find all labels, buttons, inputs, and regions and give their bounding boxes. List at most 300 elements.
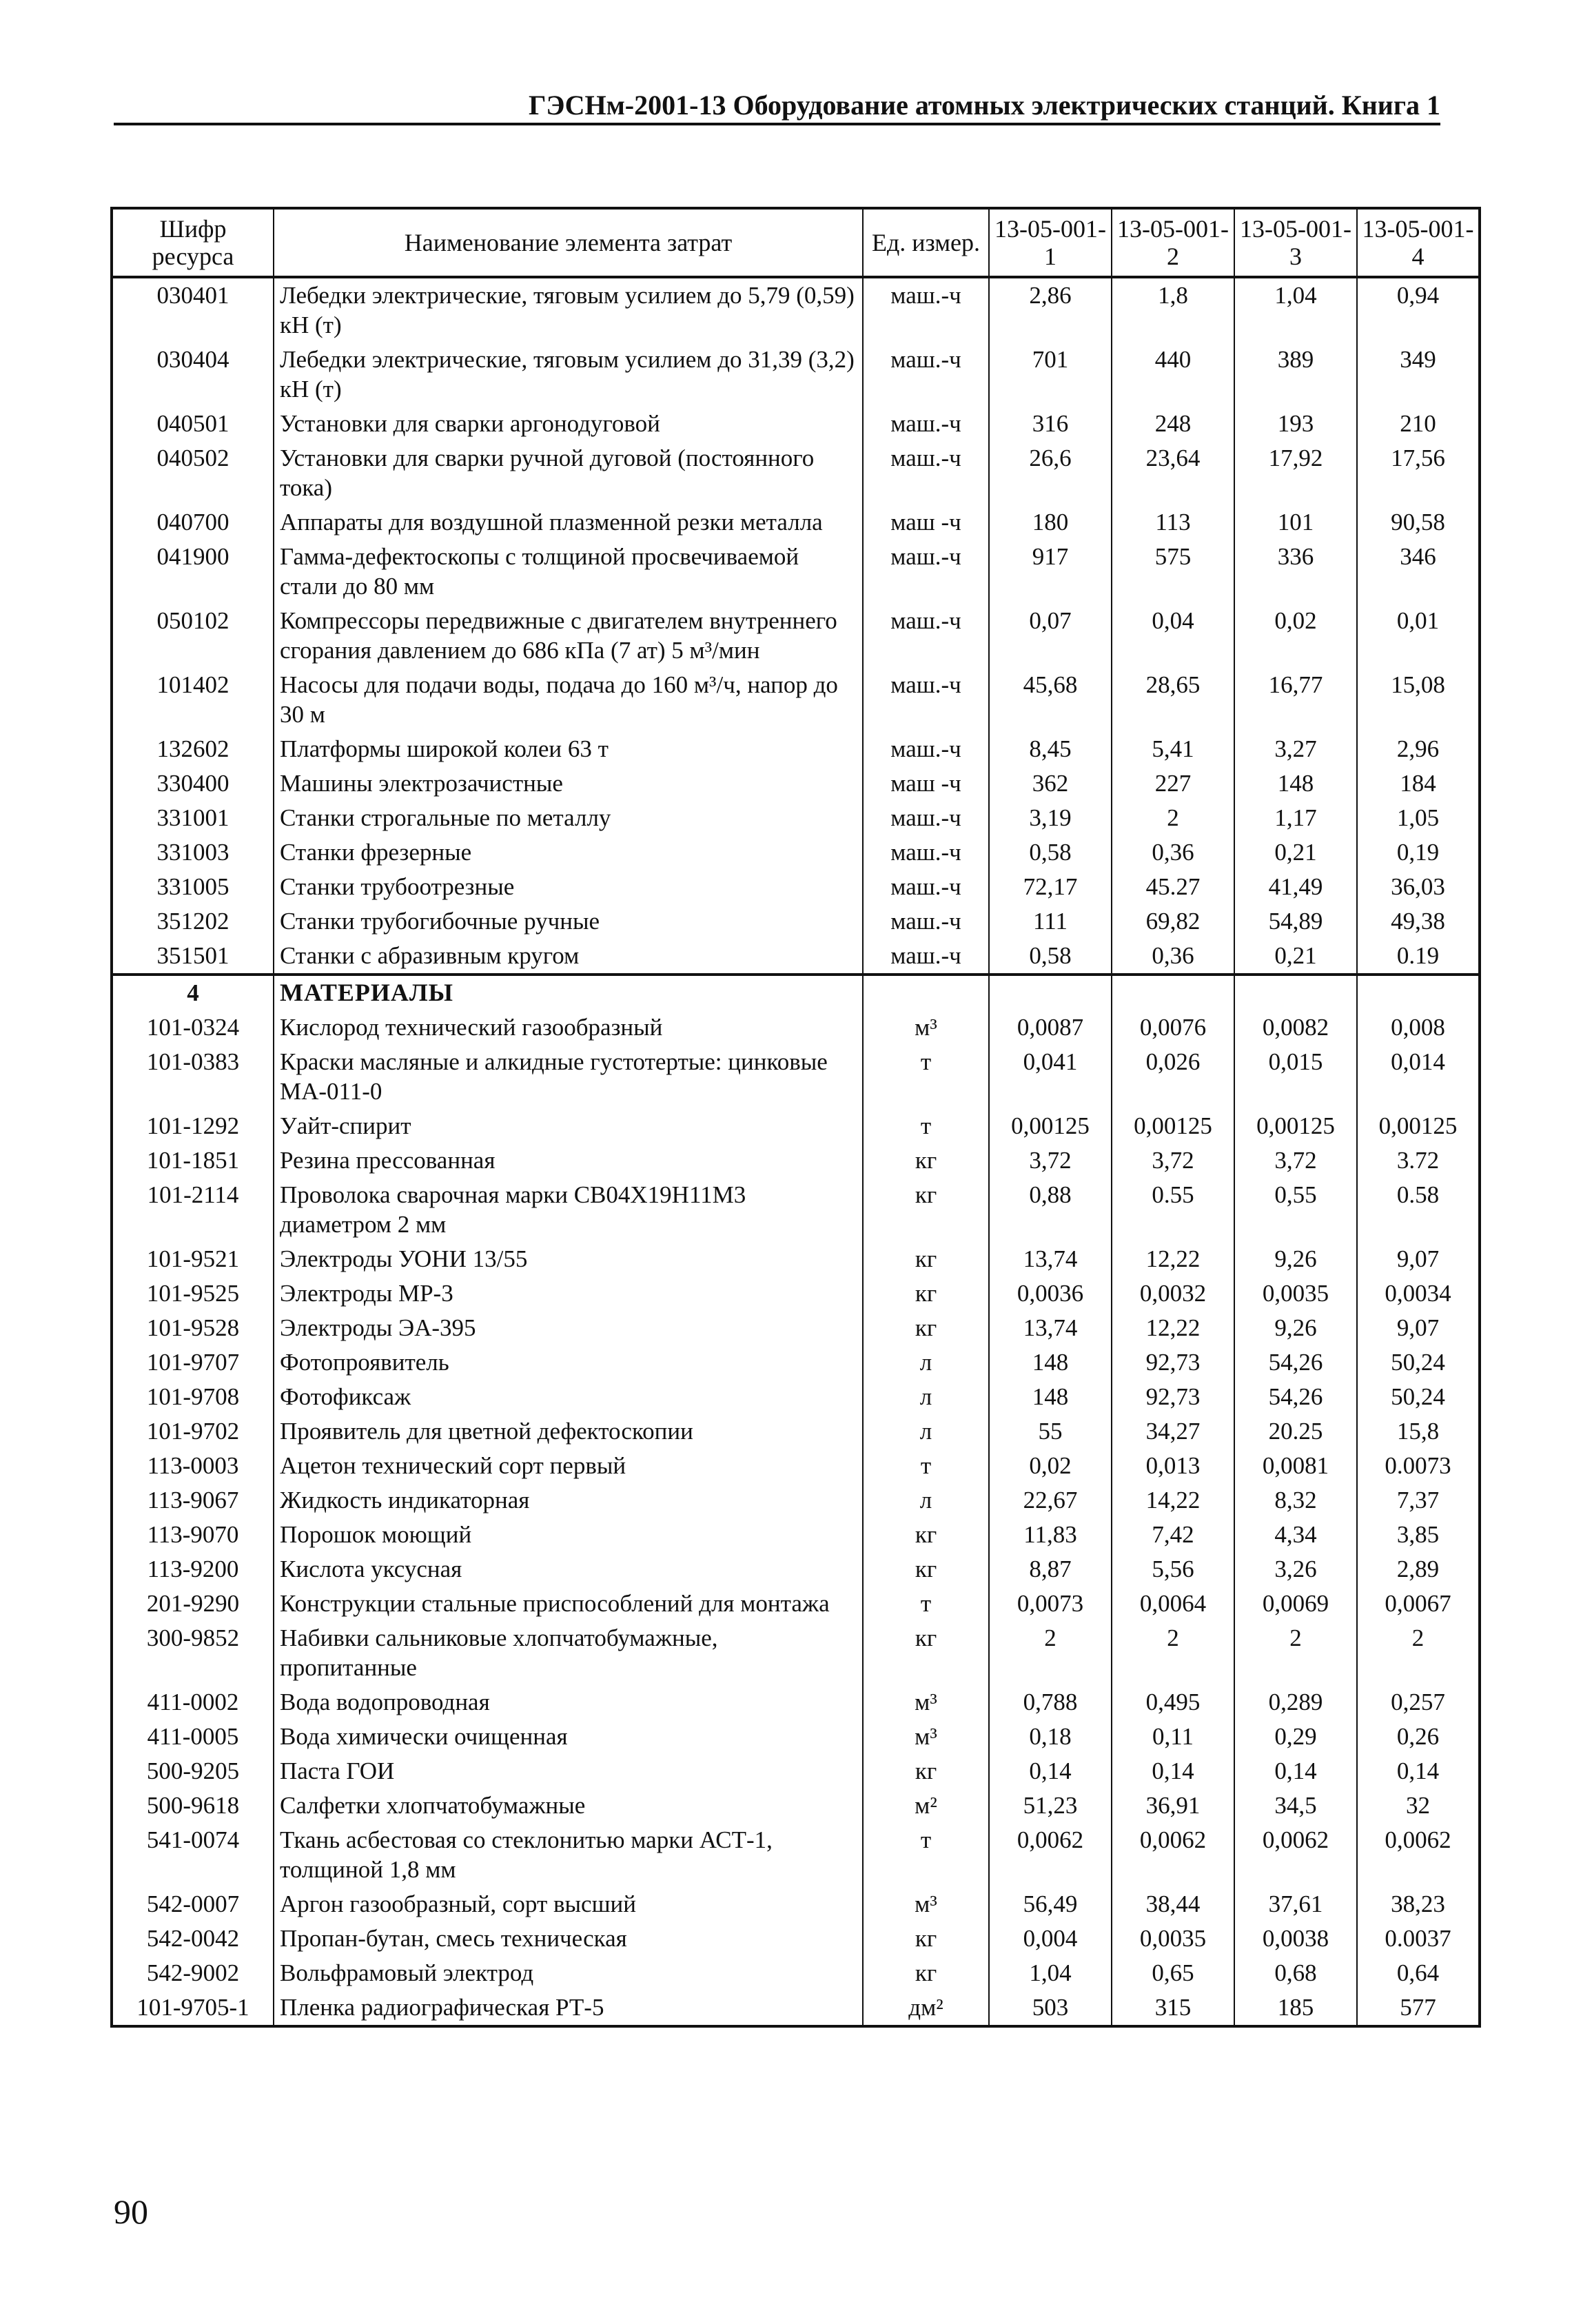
unit-cell: м² [863,1788,989,1823]
unit-cell: кг [863,1552,989,1587]
cost-element-name-cell: Лебедки электрические, тяговым усилием до 5,79 (0,59) кН (т) [274,277,863,343]
value-cell-13-05-001-2: 248 [1112,407,1234,441]
unit-cell: кг [863,1242,989,1276]
value-cell-13-05-001-1: 0,004 [989,1922,1112,1956]
value-cell-13-05-001-1: 56,49 [989,1887,1112,1922]
value-cell-13-05-001-4: 17,56 [1357,441,1480,505]
value-cell-13-05-001-2: 3,72 [1112,1143,1234,1178]
cost-element-name-cell: Порошок моющий [274,1518,863,1552]
value-cell-13-05-001-3: 0,21 [1234,939,1357,975]
unit-cell: маш.-ч [863,604,989,668]
resource-code-cell: 101-2114 [112,1178,274,1242]
unit-cell: маш.-ч [863,407,989,441]
value-cell-13-05-001-1: 0,0062 [989,1823,1112,1887]
table-row [112,1990,1480,2026]
cost-element-name-cell: Проявитель для цветной дефектоскопии [274,1414,863,1449]
value-cell-13-05-001-3: 0,0035 [1234,1276,1357,1311]
value-cell-13-05-001-4: 0,01 [1357,604,1480,668]
value-cell-13-05-001-2: 0,0076 [1112,1010,1234,1045]
table-row [112,835,1480,870]
value-cell-13-05-001-1: 148 [989,1380,1112,1414]
table-row [112,604,1480,668]
value-cell-13-05-001-2: 2 [1112,801,1234,835]
table-row [112,1587,1480,1621]
value-cell-13-05-001-3: 0,0062 [1234,1823,1357,1887]
table-row [112,1276,1480,1311]
resource-code-cell: 541-0074 [112,1823,274,1887]
cost-element-name-cell: Станки строгальные по металлу [274,801,863,835]
unit-cell: маш -ч [863,766,989,801]
value-cell-13-05-001-1: 0,788 [989,1685,1112,1720]
value-cell-13-05-001-1: 148 [989,1345,1112,1380]
cost-element-name-cell: Станки с абразивным кругом [274,939,863,975]
cost-element-name-cell: Компрессоры передвижные с двигателем внутреннего сгорания давлением до 686 кПа (7 ат) 5 м³/мин [274,604,863,668]
resource-code-cell: 411-0005 [112,1720,274,1754]
cost-element-name-cell: Краски масляные и алкидные густотертые: цинковые МА-011-0 [274,1045,863,1109]
value-cell-13-05-001-4: 9,07 [1357,1242,1480,1276]
resource-code-cell: 331005 [112,870,274,904]
value-cell-13-05-001-2: 14,22 [1112,1483,1234,1518]
value-cell-13-05-001-3: 3,27 [1234,732,1357,766]
empty-cell [1112,975,1234,1010]
unit-cell: маш.-ч [863,801,989,835]
column-header-name: Наименование элемента затрат [274,208,863,277]
empty-cell [1357,975,1480,1010]
cost-element-name-cell: Электроды МР-3 [274,1276,863,1311]
value-cell-13-05-001-2: 23,64 [1112,441,1234,505]
value-cell-13-05-001-1: 72,17 [989,870,1112,904]
column-header-13-05-001-2: 13-05-001-2 [1112,208,1234,277]
section-title: МАТЕРИАЛЫ [274,975,863,1010]
resource-code-cell: 351501 [112,939,274,975]
value-cell-13-05-001-1: 11,83 [989,1518,1112,1552]
value-cell-13-05-001-3: 1,17 [1234,801,1357,835]
value-cell-13-05-001-1: 22,67 [989,1483,1112,1518]
table-body [112,277,1480,2026]
table-row [112,1788,1480,1823]
value-cell-13-05-001-3: 0,289 [1234,1685,1357,1720]
value-cell-13-05-001-4: 49,38 [1357,904,1480,939]
unit-cell: кг [863,1178,989,1242]
value-cell-13-05-001-2: 0,026 [1112,1045,1234,1109]
table-row [112,1380,1480,1414]
resource-code-cell: 101-0383 [112,1045,274,1109]
unit-cell: м³ [863,1887,989,1922]
value-cell-13-05-001-2: 440 [1112,343,1234,407]
section-row-materials [112,975,1480,1010]
table-row [112,540,1480,604]
value-cell-13-05-001-4: 2 [1357,1621,1480,1685]
column-header-13-05-001-3: 13-05-001-3 [1234,208,1357,277]
unit-cell: маш.-ч [863,904,989,939]
value-cell-13-05-001-3: 0,21 [1234,835,1357,870]
unit-cell: л [863,1483,989,1518]
value-cell-13-05-001-4: 0,14 [1357,1754,1480,1788]
table-row [112,1143,1480,1178]
cost-element-name-cell: Пленка радиографическая РТ-5 [274,1990,863,2026]
value-cell-13-05-001-1: 51,23 [989,1788,1112,1823]
value-cell-13-05-001-3: 0,015 [1234,1045,1357,1109]
cost-element-name-cell: Вода водопроводная [274,1685,863,1720]
unit-cell: маш -ч [863,505,989,540]
resource-code-cell: 542-0042 [112,1922,274,1956]
value-cell-13-05-001-4: 577 [1357,1990,1480,2026]
value-cell-13-05-001-2: 0,495 [1112,1685,1234,1720]
resource-code-cell: 411-0002 [112,1685,274,1720]
resource-code-cell: 351202 [112,904,274,939]
resource-code-cell: 101402 [112,668,274,732]
cost-element-name-cell: Проволока сварочная марки СВ04Х19Н11М3 диаметром 2 мм [274,1178,863,1242]
value-cell-13-05-001-4: 0.58 [1357,1178,1480,1242]
value-cell-13-05-001-4: 349 [1357,343,1480,407]
value-cell-13-05-001-1: 0,07 [989,604,1112,668]
value-cell-13-05-001-2: 0.55 [1112,1178,1234,1242]
value-cell-13-05-001-4: 15,08 [1357,668,1480,732]
unit-cell: кг [863,1143,989,1178]
value-cell-13-05-001-4: 32 [1357,1788,1480,1823]
resource-code-cell: 101-9708 [112,1380,274,1414]
value-cell-13-05-001-4: 36,03 [1357,870,1480,904]
value-cell-13-05-001-3: 0,0081 [1234,1449,1357,1483]
value-cell-13-05-001-4: 38,23 [1357,1887,1480,1922]
resource-code-cell: 113-9067 [112,1483,274,1518]
unit-cell: м³ [863,1010,989,1045]
value-cell-13-05-001-3: 0,02 [1234,604,1357,668]
resource-code-cell: 041900 [112,540,274,604]
unit-cell: маш.-ч [863,732,989,766]
table-row [112,277,1480,343]
resource-code-cell: 030404 [112,343,274,407]
table-row [112,1956,1480,1990]
resource-code-cell: 040501 [112,407,274,441]
table-row [112,732,1480,766]
value-cell-13-05-001-4: 7,37 [1357,1483,1480,1518]
cost-element-name-cell: Кислород технический газообразный [274,1010,863,1045]
unit-cell: м³ [863,1685,989,1720]
cost-element-name-cell: Вольфрамовый электрод [274,1956,863,1990]
resource-code-cell: 101-0324 [112,1010,274,1045]
value-cell-13-05-001-4: 1,05 [1357,801,1480,835]
value-cell-13-05-001-1: 55 [989,1414,1112,1449]
value-cell-13-05-001-3: 185 [1234,1990,1357,2026]
cost-element-name-cell: Аппараты для воздушной плазменной резки металла [274,505,863,540]
cost-element-name-cell: Электроды ЭА-395 [274,1311,863,1345]
unit-cell: кг [863,1518,989,1552]
cost-element-name-cell: Вода химически очищенная [274,1720,863,1754]
value-cell-13-05-001-2: 227 [1112,766,1234,801]
value-cell-13-05-001-3: 34,5 [1234,1788,1357,1823]
value-cell-13-05-001-2: 5,41 [1112,732,1234,766]
resource-code-cell: 500-9205 [112,1754,274,1788]
value-cell-13-05-001-1: 0,041 [989,1045,1112,1109]
value-cell-13-05-001-4: 0,257 [1357,1685,1480,1720]
resource-code-cell: 101-9525 [112,1276,274,1311]
resource-code-cell: 101-9705-1 [112,1990,274,2026]
resource-code-cell: 331001 [112,801,274,835]
table-row [112,1518,1480,1552]
value-cell-13-05-001-3: 3,72 [1234,1143,1357,1178]
value-cell-13-05-001-1: 13,74 [989,1242,1112,1276]
unit-cell: маш.-ч [863,277,989,343]
value-cell-13-05-001-1: 0,00125 [989,1109,1112,1143]
value-cell-13-05-001-2: 45.27 [1112,870,1234,904]
table-row [112,939,1480,975]
value-cell-13-05-001-4: 184 [1357,766,1480,801]
cost-element-name-cell: Уайт-спирит [274,1109,863,1143]
value-cell-13-05-001-2: 0,04 [1112,604,1234,668]
value-cell-13-05-001-3: 0,0069 [1234,1587,1357,1621]
value-cell-13-05-001-3: 0,14 [1234,1754,1357,1788]
page-header [114,90,1440,125]
value-cell-13-05-001-4: 0.0073 [1357,1449,1480,1483]
value-cell-13-05-001-2: 69,82 [1112,904,1234,939]
unit-cell: маш.-ч [863,870,989,904]
resource-code-cell: 030401 [112,277,274,343]
section-number: 4 [112,975,274,1010]
value-cell-13-05-001-3: 101 [1234,505,1357,540]
value-cell-13-05-001-2: 0,0035 [1112,1922,1234,1956]
table-row [112,1242,1480,1276]
value-cell-13-05-001-2: 0,14 [1112,1754,1234,1788]
value-cell-13-05-001-2: 2 [1112,1621,1234,1685]
value-cell-13-05-001-4: 0,0067 [1357,1587,1480,1621]
unit-cell: л [863,1414,989,1449]
value-cell-13-05-001-1: 1,04 [989,1956,1112,1990]
value-cell-13-05-001-2: 113 [1112,505,1234,540]
value-cell-13-05-001-4: 2,89 [1357,1552,1480,1587]
table-row [112,870,1480,904]
value-cell-13-05-001-4: 3,85 [1357,1518,1480,1552]
value-cell-13-05-001-2: 34,27 [1112,1414,1234,1449]
table-row [112,1414,1480,1449]
value-cell-13-05-001-3: 41,49 [1234,870,1357,904]
unit-cell: кг [863,1276,989,1311]
cost-element-name-cell: Резина прессованная [274,1143,863,1178]
resource-code-cell: 101-9528 [112,1311,274,1345]
value-cell-13-05-001-2: 315 [1112,1990,1234,2026]
value-cell-13-05-001-3: 3,26 [1234,1552,1357,1587]
value-cell-13-05-001-3: 0,29 [1234,1720,1357,1754]
table-row [112,904,1480,939]
cost-element-name-cell: Установки для сварки аргонодуговой [274,407,863,441]
cost-element-name-cell: Станки трубоотрезные [274,870,863,904]
unit-cell: т [863,1587,989,1621]
unit-cell: дм² [863,1990,989,2026]
cost-element-name-cell: Пропан-бутан, смесь техническая [274,1922,863,1956]
value-cell-13-05-001-3: 1,04 [1234,277,1357,343]
unit-cell: т [863,1449,989,1483]
value-cell-13-05-001-4: 0,64 [1357,1956,1480,1990]
value-cell-13-05-001-3: 0,0038 [1234,1922,1357,1956]
value-cell-13-05-001-1: 0,0073 [989,1587,1112,1621]
value-cell-13-05-001-3: 9,26 [1234,1242,1357,1276]
value-cell-13-05-001-3: 389 [1234,343,1357,407]
unit-cell: кг [863,1922,989,1956]
value-cell-13-05-001-1: 0,14 [989,1754,1112,1788]
cost-element-name-cell: Гамма-дефектоскопы с толщиной просвечиваемой стали до 80 мм [274,540,863,604]
resource-code-cell: 040502 [112,441,274,505]
value-cell-13-05-001-1: 0,58 [989,835,1112,870]
cost-element-name-cell: Установки для сварки ручной дуговой (постоянного тока) [274,441,863,505]
column-header-13-05-001-4: 13-05-001-4 [1357,208,1480,277]
value-cell-13-05-001-1: 0,0087 [989,1010,1112,1045]
table-row [112,1483,1480,1518]
table-row [112,766,1480,801]
cost-element-name-cell: Станки трубогибочные ручные [274,904,863,939]
resource-code-cell: 101-1292 [112,1109,274,1143]
value-cell-13-05-001-2: 92,73 [1112,1380,1234,1414]
cost-element-name-cell: Лебедки электрические, тяговым усилием до 31,39 (3,2) кН (т) [274,343,863,407]
value-cell-13-05-001-2: 1,8 [1112,277,1234,343]
value-cell-13-05-001-4: 0,94 [1357,277,1480,343]
value-cell-13-05-001-3: 8,32 [1234,1483,1357,1518]
unit-cell: л [863,1380,989,1414]
value-cell-13-05-001-2: 0,013 [1112,1449,1234,1483]
resource-code-cell: 101-9707 [112,1345,274,1380]
resource-code-cell: 050102 [112,604,274,668]
value-cell-13-05-001-1: 0,02 [989,1449,1112,1483]
value-cell-13-05-001-3: 0,55 [1234,1178,1357,1242]
value-cell-13-05-001-3: 16,77 [1234,668,1357,732]
table-row [112,1449,1480,1483]
value-cell-13-05-001-1: 13,74 [989,1311,1112,1345]
unit-cell: маш.-ч [863,540,989,604]
resource-code-cell: 113-9070 [112,1518,274,1552]
value-cell-13-05-001-2: 575 [1112,540,1234,604]
value-cell-13-05-001-3: 148 [1234,766,1357,801]
value-cell-13-05-001-4: 9,07 [1357,1311,1480,1345]
value-cell-13-05-001-3: 54,26 [1234,1345,1357,1380]
value-cell-13-05-001-2: 0,0064 [1112,1587,1234,1621]
value-cell-13-05-001-2: 12,22 [1112,1242,1234,1276]
value-cell-13-05-001-3: 37,61 [1234,1887,1357,1922]
resource-code-cell: 101-9702 [112,1414,274,1449]
table-row [112,441,1480,505]
cost-element-name-cell: Аргон газообразный, сорт высший [274,1887,863,1922]
empty-cell [1234,975,1357,1010]
value-cell-13-05-001-4: 50,24 [1357,1345,1480,1380]
cost-element-name-cell: Электроды УОНИ 13/55 [274,1242,863,1276]
unit-cell: м³ [863,1720,989,1754]
empty-cell [863,975,989,1010]
resource-code-cell: 300-9852 [112,1621,274,1685]
table-row [112,1109,1480,1143]
value-cell-13-05-001-3: 0,68 [1234,1956,1357,1990]
unit-cell: т [863,1109,989,1143]
table-row [112,1010,1480,1045]
value-cell-13-05-001-1: 917 [989,540,1112,604]
value-cell-13-05-001-2: 0,00125 [1112,1109,1234,1143]
column-header-code: Шифр ресурса [112,208,274,277]
unit-cell: маш.-ч [863,835,989,870]
resource-code-cell: 040700 [112,505,274,540]
resource-code-cell: 330400 [112,766,274,801]
value-cell-13-05-001-3: 2 [1234,1621,1357,1685]
value-cell-13-05-001-1: 0,18 [989,1720,1112,1754]
resource-code-cell: 113-0003 [112,1449,274,1483]
cost-element-name-cell: Набивки сальниковые хлопчатобумажные, пропитанные [274,1621,863,1685]
cost-element-name-cell: Фотопроявитель [274,1345,863,1380]
value-cell-13-05-001-3: 54,26 [1234,1380,1357,1414]
unit-cell: т [863,1045,989,1109]
resource-code-cell: 201-9290 [112,1587,274,1621]
value-cell-13-05-001-1: 0,58 [989,939,1112,975]
value-cell-13-05-001-1: 0,88 [989,1178,1112,1242]
unit-cell: т [863,1823,989,1887]
value-cell-13-05-001-1: 2 [989,1621,1112,1685]
resource-code-cell: 113-9200 [112,1552,274,1587]
cost-element-name-cell: Машины электрозачистные [274,766,863,801]
value-cell-13-05-001-3: 9,26 [1234,1311,1357,1345]
value-cell-13-05-001-1: 3,72 [989,1143,1112,1178]
table-row [112,343,1480,407]
value-cell-13-05-001-4: 346 [1357,540,1480,604]
table-row [112,1311,1480,1345]
table-row [112,1685,1480,1720]
unit-cell: маш.-ч [863,441,989,505]
value-cell-13-05-001-4: 0.19 [1357,939,1480,975]
value-cell-13-05-001-4: 0,014 [1357,1045,1480,1109]
value-cell-13-05-001-3: 17,92 [1234,441,1357,505]
value-cell-13-05-001-2: 0,0032 [1112,1276,1234,1311]
cost-element-name-cell: Насосы для подачи воды, подача до 160 м³/ч, напор до 30 м [274,668,863,732]
table-row [112,505,1480,540]
table-row [112,1045,1480,1109]
table-row [112,1552,1480,1587]
empty-cell [989,975,1112,1010]
cost-element-name-cell: Жидкость индикаторная [274,1483,863,1518]
value-cell-13-05-001-4: 0,008 [1357,1010,1480,1045]
cost-element-name-cell: Ткань асбестовая со стеклонитью марки АСТ-1, толщиной 1,8 мм [274,1823,863,1887]
value-cell-13-05-001-3: 0,00125 [1234,1109,1357,1143]
resource-table [110,207,1481,2028]
value-cell-13-05-001-4: 0,00125 [1357,1109,1480,1143]
resource-code-cell: 101-9521 [112,1242,274,1276]
value-cell-13-05-001-3: 20.25 [1234,1414,1357,1449]
table-row [112,407,1480,441]
unit-cell: л [863,1345,989,1380]
value-cell-13-05-001-1: 3,19 [989,801,1112,835]
table-row [112,1621,1480,1685]
unit-cell: маш.-ч [863,668,989,732]
cost-element-name-cell: Салфетки хлопчатобумажные [274,1788,863,1823]
value-cell-13-05-001-2: 28,65 [1112,668,1234,732]
value-cell-13-05-001-4: 210 [1357,407,1480,441]
table-row [112,1887,1480,1922]
value-cell-13-05-001-3: 0,0082 [1234,1010,1357,1045]
value-cell-13-05-001-2: 0,36 [1112,835,1234,870]
value-cell-13-05-001-1: 503 [989,1990,1112,2026]
unit-cell: кг [863,1956,989,1990]
value-cell-13-05-001-4: 50,24 [1357,1380,1480,1414]
value-cell-13-05-001-2: 7,42 [1112,1518,1234,1552]
document-title: ГЭСНм-2001-13 Оборудование атомных электрических станций. Книга 1 [528,90,1440,121]
table-row [112,1178,1480,1242]
unit-cell: маш.-ч [863,939,989,975]
value-cell-13-05-001-1: 2,86 [989,277,1112,343]
value-cell-13-05-001-3: 54,89 [1234,904,1357,939]
value-cell-13-05-001-1: 26,6 [989,441,1112,505]
table-row [112,801,1480,835]
value-cell-13-05-001-2: 36,91 [1112,1788,1234,1823]
resource-code-cell: 542-9002 [112,1956,274,1990]
value-cell-13-05-001-3: 336 [1234,540,1357,604]
value-cell-13-05-001-4: 3.72 [1357,1143,1480,1178]
value-cell-13-05-001-2: 5,56 [1112,1552,1234,1587]
unit-cell: маш.-ч [863,343,989,407]
value-cell-13-05-001-1: 111 [989,904,1112,939]
value-cell-13-05-001-2: 12,22 [1112,1311,1234,1345]
